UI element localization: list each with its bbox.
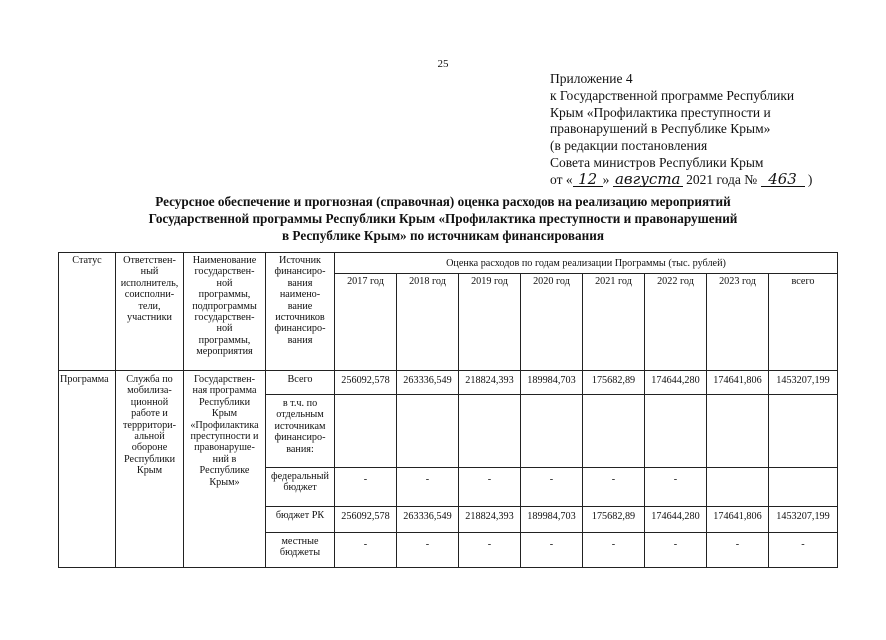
- value-cell: -: [397, 533, 459, 568]
- handwritten-number: 463: [761, 172, 805, 187]
- header-year: 2021 год: [583, 274, 645, 371]
- value-cell: 263336,549: [397, 507, 459, 533]
- value-cell: -: [459, 533, 521, 568]
- title-line: в Республике Крым» по источникам финансирования: [282, 228, 604, 243]
- value-cell: -: [521, 468, 583, 507]
- value-cell: -: [769, 533, 838, 568]
- header-funding-source: Источник финансиро- вания наимено- вание источников финансиро- вания: [266, 253, 335, 371]
- appendix-line: Крым «Профилактика преступности и: [550, 104, 771, 120]
- appendix-line: к Государственной программе Республики: [550, 87, 795, 103]
- header-year: 2018 год: [397, 274, 459, 371]
- funding-table: [58, 252, 838, 568]
- value-cell: 256092,578: [335, 507, 397, 533]
- appendix-line: правонарушений в Республике Крым»: [550, 121, 771, 137]
- value-cell: 1453207,199: [769, 371, 838, 395]
- value-cell: -: [645, 468, 707, 507]
- header-program-name: Наименование государствен- ной программы, подпрограммы государствен- ной программы, мероприятия: [184, 253, 266, 371]
- title-line: Государственной программы Республики Крым «Профилактика преступности и правонарушений: [148, 211, 738, 226]
- value-cell: 175682,89: [583, 507, 645, 533]
- source-cell: бюджет РК: [266, 507, 335, 533]
- header-executor: Ответствен- ный исполнитель, соисполни- тели, участники: [116, 253, 184, 371]
- header-year: 2017 год: [335, 274, 397, 371]
- value-cell: [645, 395, 707, 468]
- value-cell: 218824,393: [459, 371, 521, 395]
- value-cell: -: [583, 468, 645, 507]
- appendix-line: Приложение 4: [550, 71, 633, 86]
- value-cell: 189984,703: [521, 507, 583, 533]
- value-cell: -: [583, 533, 645, 568]
- value-cell: [707, 395, 769, 468]
- date-day-suffix: »: [602, 171, 610, 187]
- value-cell: 174641,806: [707, 371, 769, 395]
- value-cell: 174641,806: [707, 507, 769, 533]
- value-cell: [583, 395, 645, 468]
- program-name: Государствен- ная программа Республики Крым «Профилактика преступности и правонаруше- ний в Республике Крым»: [184, 371, 266, 568]
- program-status: Программа: [59, 371, 116, 568]
- value-cell: -: [521, 533, 583, 568]
- header-year: 2022 год: [645, 274, 707, 371]
- handwritten-month: августа: [613, 172, 683, 187]
- source-cell: местные бюджеты: [266, 533, 335, 568]
- title-line: Ресурсное обеспечение и прогнозная (справочная) оценка расходов на реализацию мероприятий: [155, 194, 731, 209]
- value-cell: 218824,393: [459, 507, 521, 533]
- page-number: 25: [437, 58, 449, 70]
- date-year-text: 2021 года №: [686, 171, 758, 187]
- value-cell: [769, 468, 838, 507]
- appendix-line: (в редакции постановления: [550, 138, 708, 154]
- date-close: ): [807, 171, 813, 187]
- value-cell: 175682,89: [583, 371, 645, 395]
- value-cell: 174644,280: [645, 507, 707, 533]
- table-row: [59, 371, 838, 395]
- header-year: 2023 год: [707, 274, 769, 371]
- value-cell: -: [645, 533, 707, 568]
- document-title: [0, 193, 886, 244]
- appendix-line: Совета министров Республики Крым: [550, 154, 764, 170]
- value-cell: 174644,280: [645, 371, 707, 395]
- value-cell: [769, 395, 838, 468]
- header-row: [59, 253, 838, 274]
- source-cell: Всего: [266, 371, 335, 395]
- value-cell: -: [459, 468, 521, 507]
- value-cell: -: [335, 468, 397, 507]
- value-cell: 189984,703: [521, 371, 583, 395]
- header-year: 2019 год: [459, 274, 521, 371]
- header-status: Статус: [59, 253, 116, 371]
- handwritten-day: 12: [573, 172, 603, 187]
- value-cell: [521, 395, 583, 468]
- value-cell: [459, 395, 521, 468]
- value-cell: -: [707, 533, 769, 568]
- header-year: 2020 год: [521, 274, 583, 371]
- decree-date-line: [550, 169, 813, 189]
- value-cell: -: [397, 468, 459, 507]
- value-cell: 256092,578: [335, 371, 397, 395]
- value-cell: 263336,549: [397, 371, 459, 395]
- value-cell: [397, 395, 459, 468]
- value-cell: [335, 395, 397, 468]
- value-cell: [707, 468, 769, 507]
- appendix-block: [550, 71, 812, 189]
- date-prefix: от «: [550, 171, 573, 187]
- value-cell: 1453207,199: [769, 507, 838, 533]
- header-year: всего: [769, 274, 838, 371]
- value-cell: -: [335, 533, 397, 568]
- source-cell: в т.ч. по отдельным источникам финансиро- вания:: [266, 395, 335, 468]
- header-estimate: Оценка расходов по годам реализации Программы (тыс. рублей): [335, 253, 838, 274]
- program-executor: Служба по мобилиза- ционной работе и террритори- альной обороне Республики Крым: [116, 371, 184, 568]
- source-cell: федеральный бюджет: [266, 468, 335, 507]
